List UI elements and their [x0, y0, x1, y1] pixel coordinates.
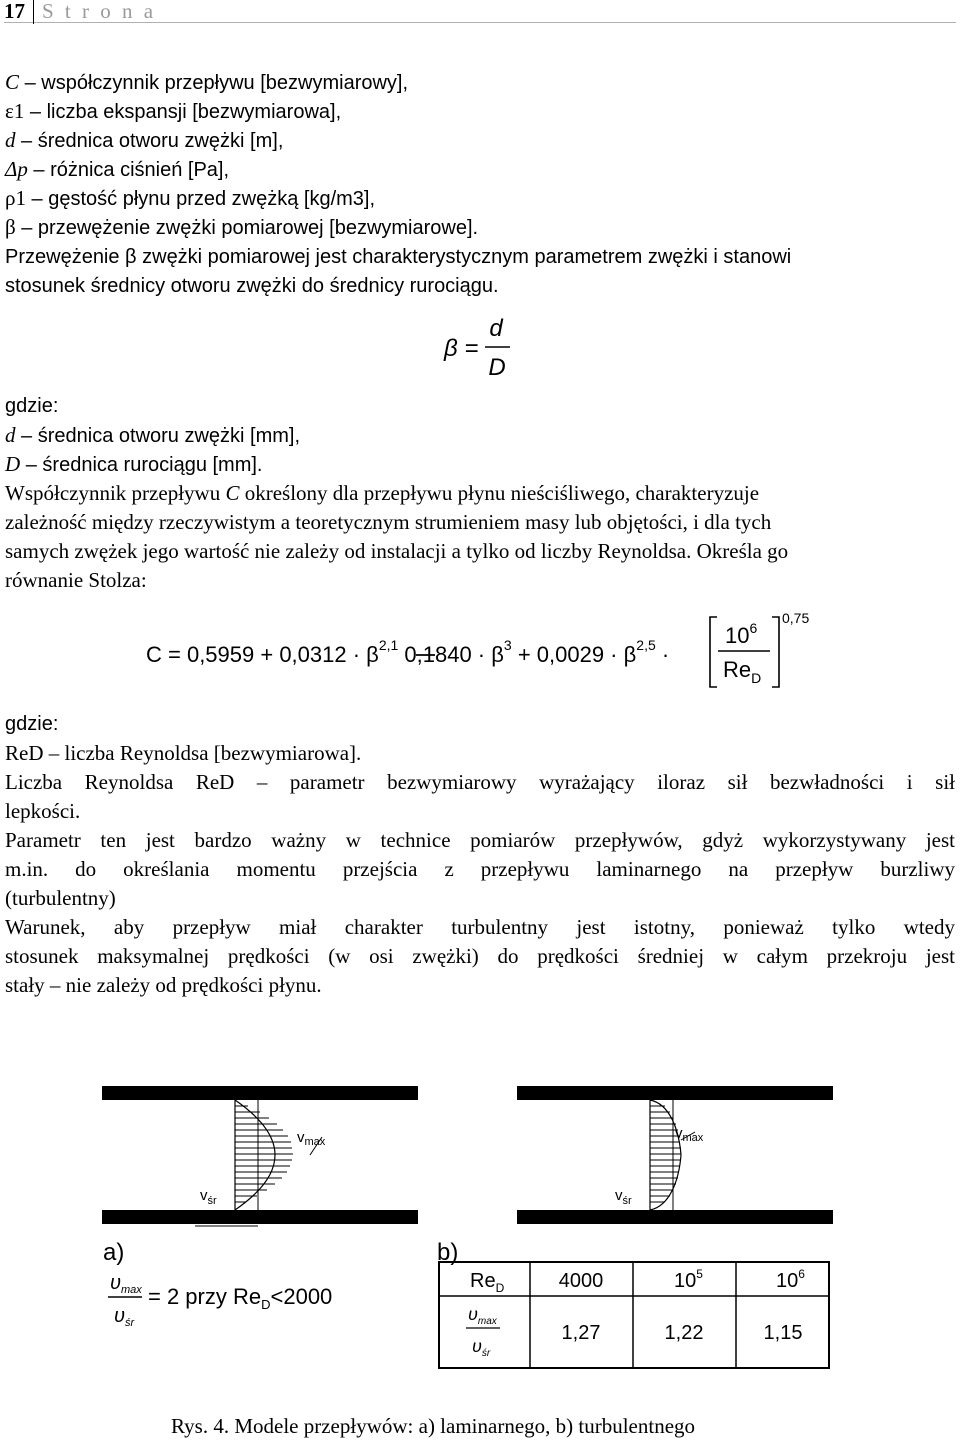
def-symbol: ε1	[5, 99, 25, 123]
flow-paragraph-line1	[5, 479, 759, 508]
stolz-t1: C = 0,5959 + 0,0312 · β	[146, 642, 379, 667]
beta-formula-numerator: d	[489, 315, 503, 342]
def-text: – gęstość płynu przed zwężką [kg/m3],	[25, 188, 376, 210]
table-cell-r1c2: $10^5$	[674, 1267, 703, 1292]
velocity-vectors	[650, 1106, 681, 1202]
flow-l1-symbol: C	[225, 481, 240, 505]
item-symbol: d	[5, 423, 16, 447]
item-text: – średnica otworu zwężki [mm],	[15, 425, 301, 447]
flat-profile	[650, 1100, 681, 1210]
ratio-numerator: $\upsilon_{max}$	[110, 1272, 142, 1296]
vsr-label: $v_{śr}$	[200, 1187, 217, 1207]
reynolds-p1-line2: lepkości.	[5, 799, 81, 823]
table-cell-r2c3: 1,15	[763, 1322, 803, 1344]
stolz-outer-exponent: 0,75	[782, 610, 810, 626]
def-text: – przewężenie zwężki pomiarowej [bezwymiarowe].	[15, 217, 479, 239]
definition-rho	[5, 184, 375, 214]
laminar-profile-diagram	[100, 1080, 420, 1230]
table-row2-header-den: $\upsilon_{śr}$	[472, 1336, 491, 1359]
gdzie1-item-D	[5, 450, 263, 480]
stolz-numerator: $10^6$	[725, 620, 758, 648]
def-symbol: C	[5, 70, 20, 94]
gdzie1-item-d	[5, 421, 300, 451]
item-text: – średnica rurociągu [mm].	[20, 454, 263, 476]
table-row2-header-num: $\upsilon_{max}$	[468, 1304, 497, 1327]
pipe-bottom-wall	[102, 1210, 418, 1224]
stolz-right-bracket	[772, 617, 779, 687]
page-word: S t r o n a	[42, 0, 157, 23]
pipe-bottom-wall	[517, 1210, 833, 1224]
flow-paragraph-line2: zależność między rzeczywistym a teoretycznym strumieniem masy lub objętości, i dla tych	[5, 510, 772, 534]
reynolds-p1-line1: Liczba Reynoldsa ReD – parametr bezwymiarowy wyrażający iloraz sił bezwładności i sił	[5, 770, 955, 794]
page-header	[4, 0, 956, 23]
figure-label-a: a)	[103, 1239, 125, 1266]
pipe-top-wall	[102, 1086, 418, 1100]
table-border	[439, 1262, 829, 1368]
stolz-exp1: 2,1	[378, 637, 399, 653]
turbulent-ratio-table	[438, 1260, 830, 1370]
flow-l1a: Współczynnik przepływu	[5, 481, 226, 505]
flow-paragraph-line3: samych zwężek jego wartość nie zależy od instalacji a tylko od liczby Reynoldsa. Określa go	[5, 539, 789, 563]
table-cell-r2c1: 1,27	[561, 1322, 601, 1344]
flow-l1b: określony dla przepływu płynu nieściśliwego, charakteryzuje	[239, 481, 760, 505]
definition-epsilon	[5, 97, 341, 127]
stolz-t2: 0,1840 · β	[398, 642, 504, 667]
reynolds-p3-line2: stosunek maksymalnej prędkości (w osi zwężki) do prędkości średniej w całym przekroju jest	[5, 944, 955, 968]
vmax-label: $v_{max}$	[297, 1129, 326, 1148]
definition-c	[5, 68, 408, 98]
def-symbol: d	[5, 128, 16, 152]
figure-label-b: b)	[437, 1239, 459, 1266]
reynolds-p2-line2: m.in. do określania momentu przejścia z przepływu laminarnego na przepływ burzliwy	[5, 857, 955, 881]
velocity-vectors	[235, 1106, 293, 1202]
turbulent-profile-diagram	[515, 1080, 835, 1230]
figure-caption: Rys. 4. Modele przepływów: a) laminarnego, b) turbulentnego	[171, 1414, 696, 1438]
beta-formula	[440, 314, 520, 380]
table-cell-r1c1: 4000	[558, 1270, 604, 1292]
stolz-exp3: 2,5	[636, 637, 656, 653]
ratio-denominator: $\upsilon_{śr}$	[114, 1305, 135, 1329]
reynolds-p2-line1: Parametr ten jest bardzo ważny w technice pomiarów przepływów, gdyż wykorzystywany jest	[5, 828, 955, 852]
beta-paragraph-line2: stosunek średnicy otworu zwężki do średnicy rurociągu.	[5, 275, 499, 297]
table-cell-r1c3: $10^6$	[776, 1267, 805, 1292]
stolz-terms	[146, 637, 669, 667]
stolz-t3: + 0,0029 · β	[511, 642, 637, 667]
reynolds-p3-line3: stały – nie zależy od prędkości płynu.	[5, 973, 322, 997]
table-row1-header: $Re_D$	[470, 1270, 505, 1295]
def-text: – średnica otworu zwężki [m],	[15, 130, 284, 152]
gdzie2-item: ReD – liczba Reynoldsa [bezwymiarowa].	[5, 741, 362, 765]
beta-formula-lhs: β =	[444, 335, 479, 362]
def-symbol: ρ1	[5, 186, 26, 210]
def-text: – współczynnik przepływu [bezwymiarowy],	[19, 72, 409, 94]
stolz-equation	[140, 605, 830, 700]
flow-paragraph-line4: równanie Stolza:	[5, 568, 147, 592]
beta-paragraph-line1: Przewężenie β zwężki pomiarowej jest charakterystycznym parametrem zwężki i stanowi	[5, 246, 792, 268]
pipe-top-wall	[517, 1086, 833, 1100]
def-symbol: Δp	[5, 157, 28, 181]
header-separator	[33, 0, 34, 24]
vsr-label: $v_{śr}$	[615, 1187, 632, 1207]
stolz-left-bracket	[710, 617, 717, 687]
definition-beta	[5, 213, 478, 243]
reynolds-p3-line1: Warunek, aby przepływ miał charakter turbulentny jest istotny, ponieważ tylko wtedy	[5, 915, 955, 939]
parabolic-profile	[235, 1100, 275, 1210]
laminar-ratio-formula	[100, 1264, 360, 1334]
item-symbol: D	[5, 452, 21, 476]
definition-dp	[5, 155, 229, 185]
def-symbol: β	[5, 215, 16, 239]
page-number: 17	[4, 0, 25, 23]
table-cell-r2c2: 1,22	[664, 1322, 704, 1344]
def-text: – różnica ciśnień [Pa],	[27, 159, 230, 181]
vmax-label: $v_{max}$	[675, 1125, 704, 1144]
reynolds-p2-line3: (turbulentny)	[5, 886, 116, 910]
gdzie-label-2: gdzie:	[5, 713, 59, 735]
def-text: – liczba ekspansji [bezwymiarowa],	[24, 101, 342, 123]
definition-d	[5, 126, 283, 156]
beta-formula-denominator: D	[488, 354, 506, 380]
gdzie-label-1: gdzie:	[5, 395, 59, 417]
stolz-exp2: 3	[503, 637, 512, 653]
ratio-rhs: = 2 przy $Re_D<2000$	[148, 1284, 333, 1312]
stolz-t4: ·	[655, 642, 670, 667]
stolz-denominator: $Re_D$	[723, 657, 762, 686]
